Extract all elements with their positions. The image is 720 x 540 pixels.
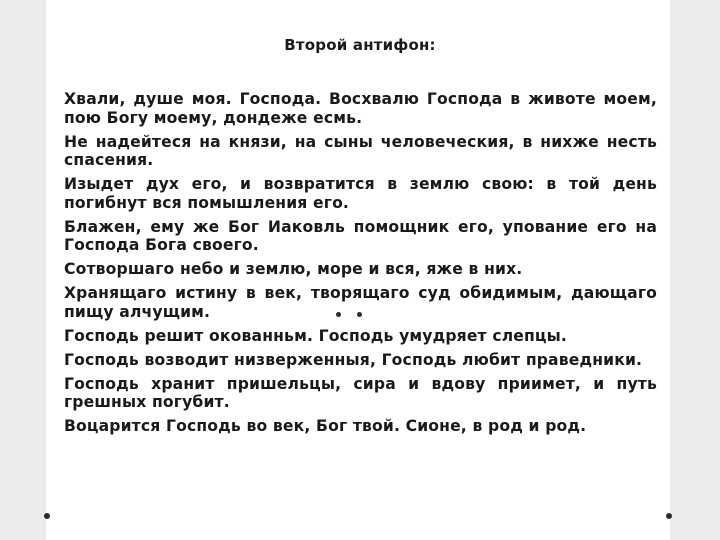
verse-1: Хвали, душе моя. Господа. Восхвалю Господа в животе моем, пою Богу моему, дондеже есмь. (64, 90, 657, 127)
verse-2: Не надейтеся на князи, на сыны человеческия, в нихже несть спасения. (64, 132, 657, 169)
ornament-dot-bottom-right (666, 513, 672, 519)
verse-10: Воцарится Господь во век, Бог твой. Сионе, в род и род. (64, 417, 587, 435)
verse-9: Господь хранит пришельцы, сира и вдову приимет, и путь грешных погубит. (64, 374, 657, 411)
verse-3: Изыдет дух его, и возвратится в землю свою: в той день погибнут вся помышления его. (64, 175, 657, 212)
ornament-dot-center-left (336, 312, 341, 317)
verse-7: Господь решит окованньм. Господь умудряет слепцы. (64, 326, 567, 345)
verse-4: Блажен, ему же Бог Иаковль помощник его, упование его на Господа Бога своего. (64, 217, 657, 254)
verse-8: Господь возводит низверженныя, Господь любит праведники. (64, 350, 643, 369)
slide-title: Второй антифон: (284, 36, 436, 54)
ornament-dot-center-right (357, 312, 362, 317)
verse-6: Хранящаго истину в век, творящаго суд обидимым, дающаго пищу алчущим. (64, 284, 657, 321)
verse-5: Сотворшаго небо и землю, море и вся, яже в них. (64, 260, 523, 278)
ornament-dot-bottom-left (44, 513, 50, 519)
verse-list (64, 90, 657, 441)
